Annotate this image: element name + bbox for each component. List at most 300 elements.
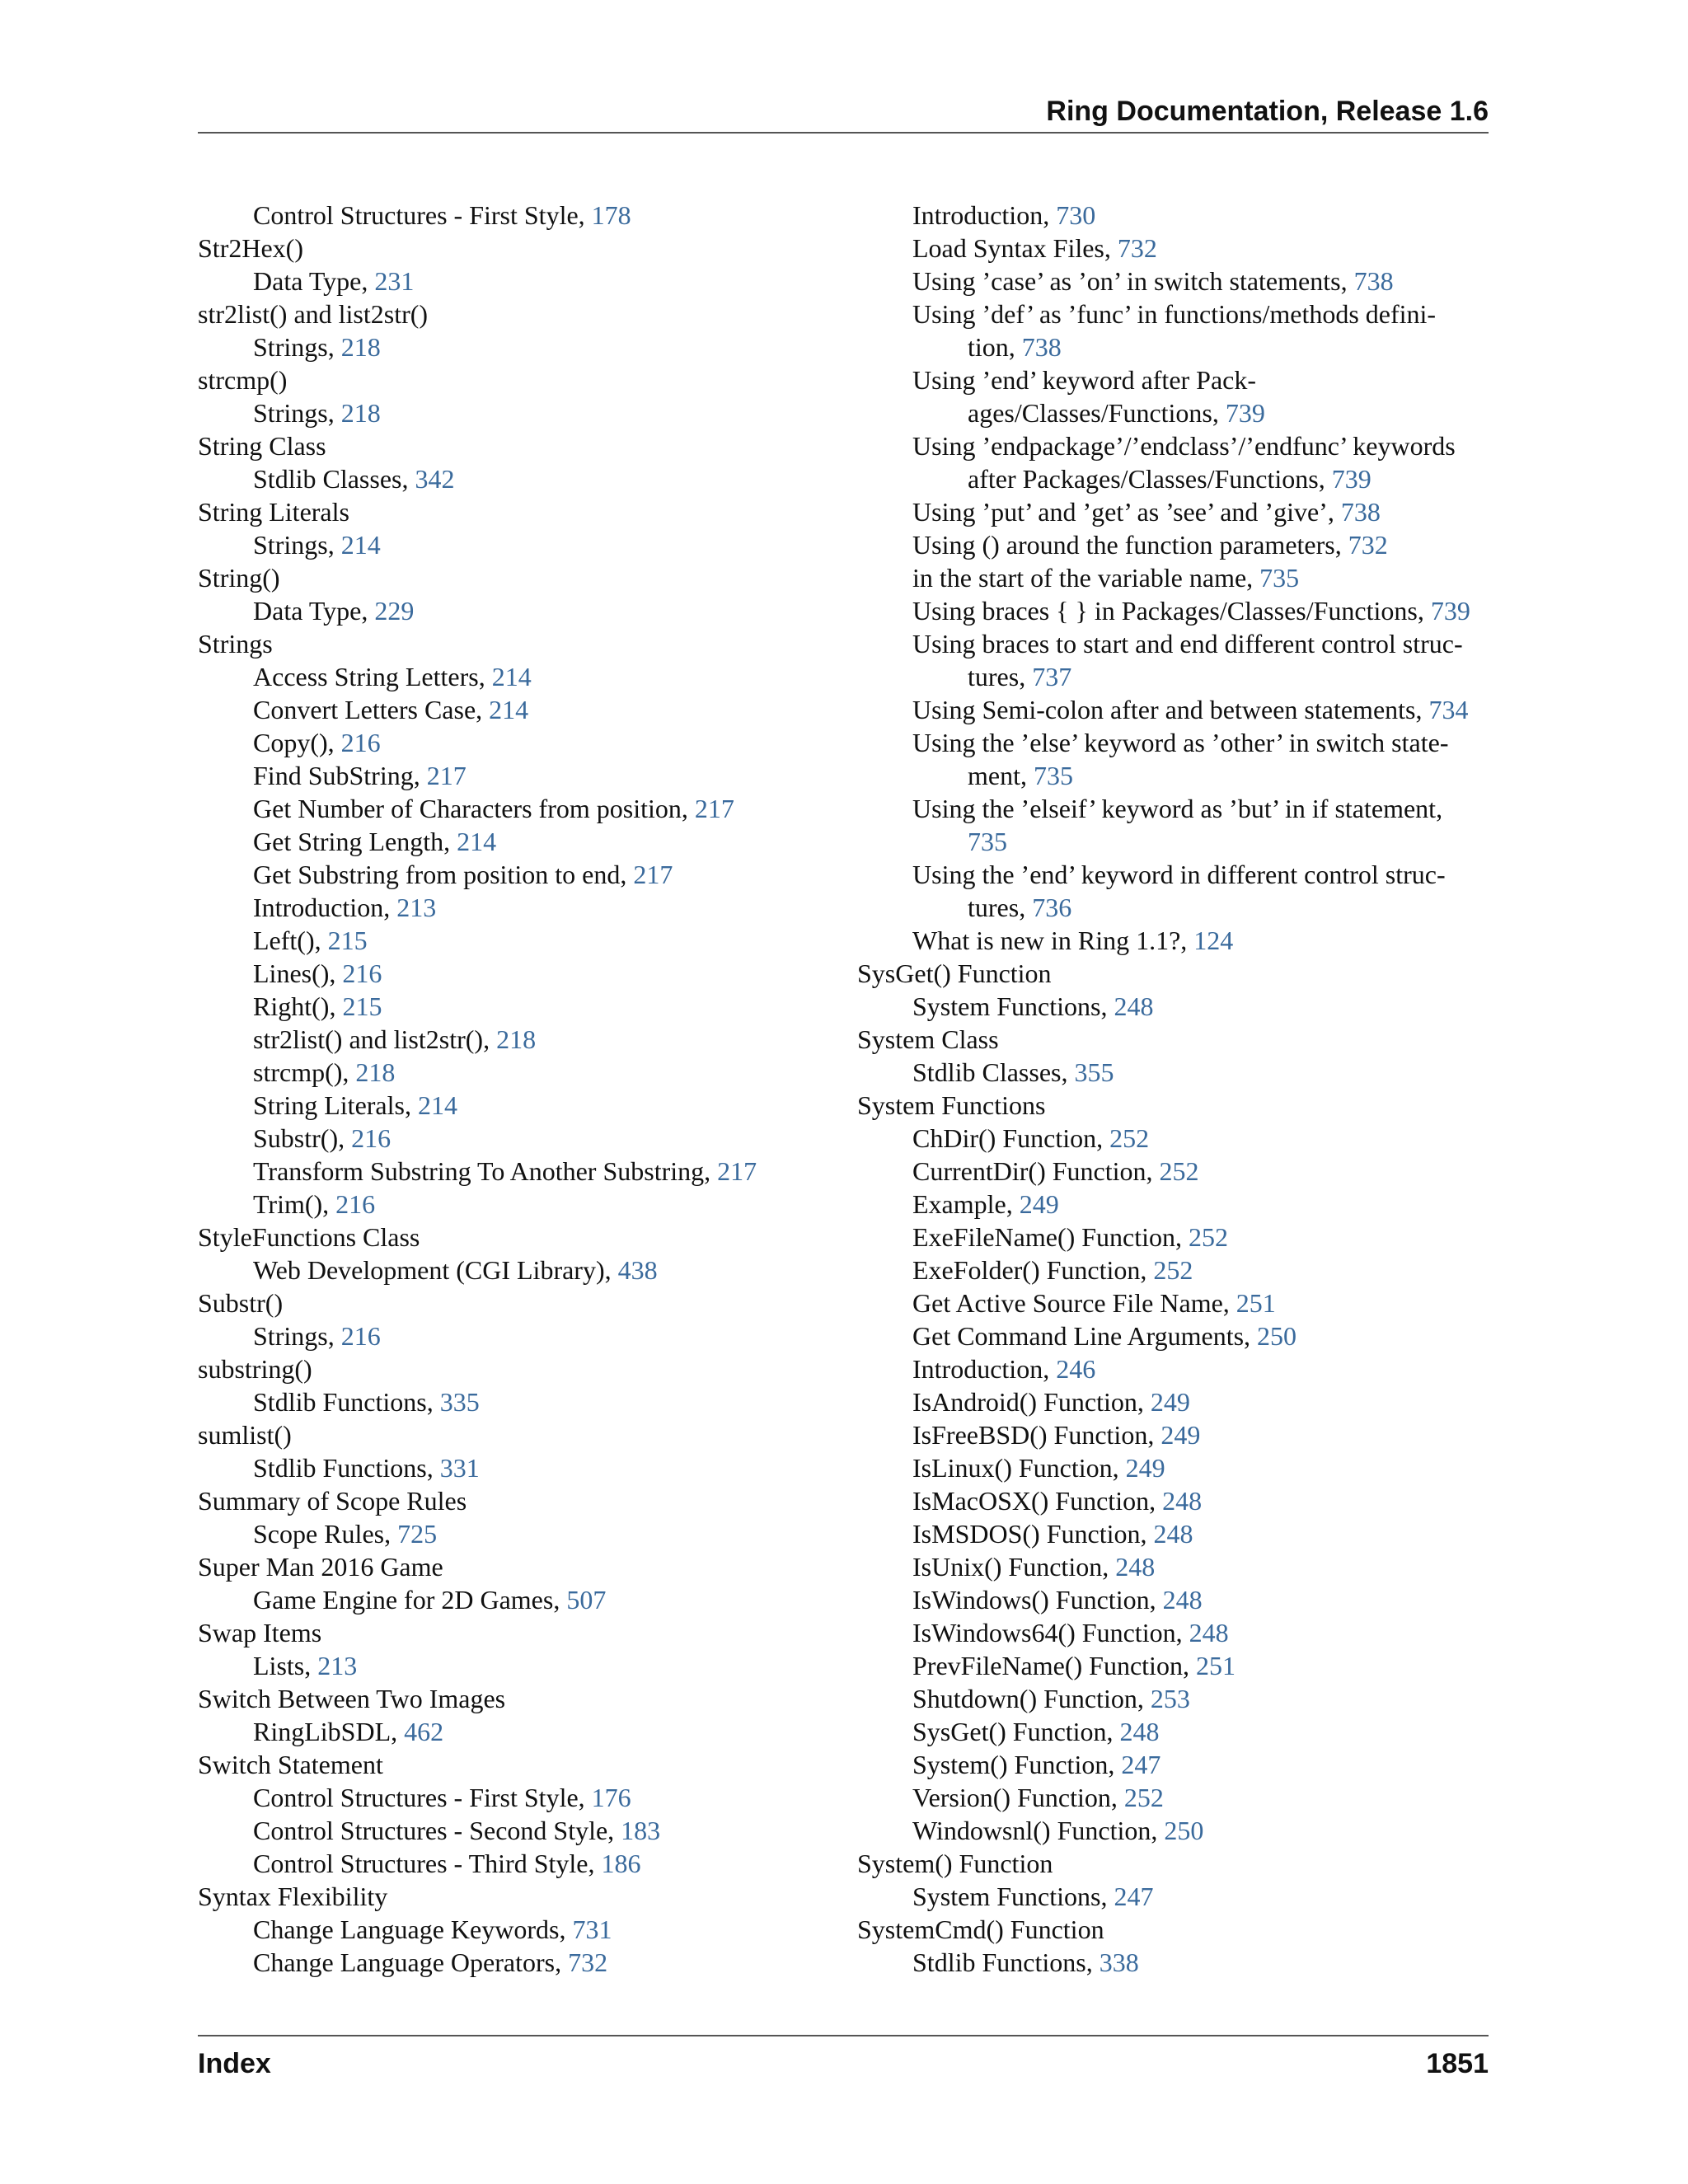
- page-reference-link[interactable]: 218: [340, 332, 381, 362]
- page-reference-link[interactable]: 250: [1257, 1321, 1297, 1351]
- index-subentry: [857, 792, 1489, 858]
- entry-label: IsAndroid() Function,: [912, 1387, 1151, 1417]
- page-reference-link[interactable]: 246: [1056, 1354, 1096, 1384]
- entry-label: Strings,: [253, 332, 341, 362]
- index-subentry: [198, 858, 824, 891]
- index-column-left: [198, 199, 824, 1979]
- page-reference-link[interactable]: 739: [1331, 464, 1372, 494]
- index-term: [198, 1616, 824, 1649]
- entry-label: Right(),: [253, 991, 343, 1021]
- page-reference-link[interactable]: 248: [1162, 1486, 1203, 1516]
- entry-label: Syntax Flexibility: [198, 1882, 388, 1911]
- entry-continuation: [912, 660, 1489, 693]
- page-reference-link[interactable]: 217: [694, 794, 734, 823]
- entry-label: IsMacOSX() Function,: [912, 1486, 1163, 1516]
- index-subentry: [857, 1814, 1489, 1847]
- page-reference-link[interactable]: 186: [601, 1849, 641, 1878]
- entry-label: System Functions,: [912, 991, 1114, 1021]
- index-subentry: [198, 199, 824, 232]
- page-reference-link[interactable]: 735: [1259, 563, 1300, 593]
- document-title: Ring Documentation, Release 1.6: [1046, 96, 1489, 127]
- entry-label: StyleFunctions Class: [198, 1222, 420, 1252]
- page-reference-link[interactable]: 216: [351, 1123, 392, 1153]
- page-reference-link[interactable]: 249: [1019, 1189, 1059, 1219]
- entry-label: Introduction,: [912, 1354, 1057, 1384]
- entry-label: Using ’put’ and ’get’ as ’see’ and ’give’,: [912, 497, 1341, 527]
- index-subentry: [857, 363, 1489, 429]
- index-subentry: [857, 232, 1489, 265]
- entry-label: System Functions: [857, 1090, 1046, 1120]
- index-subentry: [198, 1946, 824, 1979]
- entry-label: Summary of Scope Rules: [198, 1486, 467, 1516]
- index-subentry: [857, 1056, 1489, 1089]
- entry-label: Scope Rules,: [253, 1519, 398, 1549]
- index-subentry: [857, 199, 1489, 232]
- page-reference-link[interactable]: 215: [342, 991, 382, 1021]
- index-subentry: [857, 1188, 1489, 1221]
- entry-label: IsUnix() Function,: [912, 1552, 1116, 1582]
- index-term: [198, 1748, 824, 1781]
- entry-label: SystemCmd() Function: [857, 1915, 1104, 1944]
- entry-label: ChDir() Function,: [912, 1123, 1110, 1153]
- entry-label: Strings: [198, 629, 273, 658]
- index-term: [857, 1847, 1489, 1880]
- entry-label: Trim(),: [253, 1189, 336, 1219]
- page-reference-link[interactable]: 214: [417, 1090, 457, 1120]
- index-subentry: [198, 1188, 824, 1221]
- entry-label: str2list() and list2str(): [198, 299, 429, 329]
- index-subentry: [198, 1451, 824, 1484]
- index-term: [198, 363, 824, 396]
- page-reference-link[interactable]: 214: [457, 827, 497, 856]
- entry-label: Windowsnl() Function,: [912, 1816, 1165, 1845]
- page-reference-link[interactable]: 124: [1193, 926, 1234, 955]
- page-reference-link[interactable]: 248: [1114, 991, 1154, 1021]
- index-subentry: [198, 792, 824, 825]
- entry-label: Strings,: [253, 1321, 341, 1351]
- index-subentry: [857, 627, 1489, 693]
- entry-label: Data Type,: [253, 596, 375, 626]
- page-reference-link[interactable]: 214: [340, 530, 381, 560]
- index-term: [198, 232, 824, 265]
- entry-label: Game Engine for 2D Games,: [253, 1585, 567, 1615]
- entry-label: ExeFileName() Function,: [912, 1222, 1189, 1252]
- index-subentry: [857, 1286, 1489, 1319]
- index-subentry: [198, 1715, 824, 1748]
- index-subentry: [198, 1254, 824, 1286]
- page-reference-link[interactable]: 218: [355, 1057, 396, 1087]
- index-columns: [198, 199, 1489, 1995]
- index-term: [198, 495, 824, 528]
- entry-label: Using the ’else’ keyword as ’other’ in switch state-: [912, 728, 1449, 757]
- entry-label: PrevFileName() Function,: [912, 1651, 1196, 1680]
- page-reference-link[interactable]: 216: [340, 728, 381, 757]
- page-reference-link[interactable]: 507: [566, 1585, 607, 1615]
- index-subentry: [857, 561, 1489, 594]
- entry-label: Change Language Keywords,: [253, 1915, 573, 1944]
- index-subentry: [198, 1781, 824, 1814]
- entry-continuation-text: after Packages/Classes/Functions,: [968, 464, 1332, 494]
- page-reference-link[interactable]: 252: [1189, 1222, 1229, 1252]
- page-reference-link[interactable]: 252: [1153, 1255, 1193, 1285]
- index-subentry: [198, 660, 824, 693]
- index-subentry: [857, 858, 1489, 924]
- page-reference-link[interactable]: 183: [621, 1816, 661, 1845]
- index-subentry: [857, 1319, 1489, 1352]
- index-subentry: [198, 1649, 824, 1682]
- entry-label: String Class: [198, 431, 326, 461]
- page-reference-link[interactable]: 738: [1021, 332, 1062, 362]
- index-subentry: [857, 1451, 1489, 1484]
- index-subentry: [857, 265, 1489, 298]
- entry-label: Shutdown() Function,: [912, 1684, 1151, 1713]
- entry-label: Stdlib Classes,: [253, 464, 415, 494]
- index-subentry: [857, 1254, 1489, 1286]
- entry-label: strcmp(): [198, 365, 288, 395]
- page-reference-link[interactable]: 438: [617, 1255, 658, 1285]
- page-reference-link[interactable]: 252: [1109, 1123, 1150, 1153]
- entry-label: Get Number of Characters from position,: [253, 794, 695, 823]
- page-reference-link[interactable]: 250: [1164, 1816, 1204, 1845]
- page-reference-link[interactable]: 247: [1121, 1750, 1161, 1779]
- page-reference-link[interactable]: 335: [439, 1387, 480, 1417]
- entry-label: String Literals,: [253, 1090, 418, 1120]
- entry-label: Control Structures - Second Style,: [253, 1816, 621, 1845]
- index-subentry: [857, 1385, 1489, 1418]
- page-reference-link[interactable]: 248: [1115, 1552, 1156, 1582]
- entry-label: Get Substring from position to end,: [253, 860, 634, 889]
- entry-label: Using braces { } in Packages/Classes/Functions,: [912, 596, 1431, 626]
- page-reference-link[interactable]: 178: [591, 200, 631, 230]
- index-subentry: [857, 594, 1489, 627]
- entry-label: sumlist(): [198, 1420, 292, 1450]
- entry-label: IsFreeBSD() Function,: [912, 1420, 1161, 1450]
- page-reference-link[interactable]: 737: [1032, 662, 1072, 691]
- index-subentry: [857, 1418, 1489, 1451]
- entry-continuation: [912, 396, 1489, 429]
- page-reference-link[interactable]: 739: [1225, 398, 1265, 428]
- page-reference-link[interactable]: 217: [717, 1156, 757, 1186]
- entry-label: System Functions,: [912, 1882, 1114, 1911]
- entry-label: Convert Letters Case,: [253, 695, 490, 724]
- index-subentry: [857, 1682, 1489, 1715]
- page-reference-link[interactable]: 731: [572, 1915, 612, 1944]
- entry-label: Get String Length,: [253, 827, 457, 856]
- index-subentry: [198, 396, 824, 429]
- entry-label: Transform Substring To Another Substring,: [253, 1156, 718, 1186]
- page-reference-link[interactable]: 253: [1150, 1684, 1190, 1713]
- index-column-right: [857, 199, 1489, 1979]
- entry-label: Str2Hex(): [198, 233, 303, 263]
- page-reference-link[interactable]: 739: [1430, 596, 1470, 626]
- entry-continuation-text: ages/Classes/Functions,: [968, 398, 1226, 428]
- index-subentry: [857, 1649, 1489, 1682]
- index-subentry: [198, 1319, 824, 1352]
- entry-label: IsWindows() Function,: [912, 1585, 1163, 1615]
- entry-label: Using ’case’ as ’on’ in switch statements,: [912, 266, 1354, 296]
- index-subentry: [857, 495, 1489, 528]
- entry-label: Switch Between Two Images: [198, 1684, 506, 1713]
- index-subentry: [857, 1748, 1489, 1781]
- page-reference-link[interactable]: 176: [591, 1783, 631, 1812]
- entry-continuation: [912, 330, 1489, 363]
- entry-label: Stdlib Functions,: [912, 1947, 1100, 1977]
- page-reference-link[interactable]: 732: [1117, 233, 1157, 263]
- index-term: [198, 1352, 824, 1385]
- index-subentry: [857, 1122, 1489, 1155]
- page-header: [198, 91, 1489, 134]
- index-term: [857, 1089, 1489, 1122]
- page-reference-link[interactable]: 218: [496, 1024, 537, 1054]
- entry-label: Substr(): [198, 1288, 284, 1318]
- index-subentry: [857, 693, 1489, 726]
- entry-label: Strings,: [253, 530, 341, 560]
- index-subentry: [198, 265, 824, 298]
- entry-continuation-text: tures,: [968, 893, 1033, 922]
- page-reference-link[interactable]: 247: [1114, 1882, 1154, 1911]
- index-term: [198, 1484, 824, 1517]
- entry-label: Using ’end’ keyword after Pack-: [912, 365, 1257, 395]
- entry-label: System Class: [857, 1024, 999, 1054]
- index-term: [857, 1913, 1489, 1946]
- page-reference-link[interactable]: 248: [1162, 1585, 1203, 1615]
- entry-label: Data Type,: [253, 266, 375, 296]
- entry-label: Copy(),: [253, 728, 341, 757]
- page-reference-link[interactable]: 249: [1150, 1387, 1190, 1417]
- entry-label: IsMSDOS() Function,: [912, 1519, 1154, 1549]
- page-reference-link[interactable]: 248: [1119, 1717, 1160, 1746]
- entry-label: Version() Function,: [912, 1783, 1124, 1812]
- entry-label: Introduction,: [253, 893, 397, 922]
- entry-label: SysGet() Function,: [912, 1717, 1120, 1746]
- page-reference-link[interactable]: 734: [1428, 695, 1469, 724]
- index-subentry: [198, 462, 824, 495]
- entry-label: System() Function,: [912, 1750, 1122, 1779]
- entry-continuation: [912, 825, 1489, 858]
- page-reference-link[interactable]: 732: [1348, 530, 1388, 560]
- index-subentry: [198, 1517, 824, 1550]
- entry-label: Using ’endpackage’/’endclass’/’endfunc’ keywords: [912, 431, 1456, 461]
- index-term: [198, 298, 824, 330]
- index-subentry: [198, 1913, 824, 1946]
- index-subentry: [857, 1221, 1489, 1254]
- index-subentry: [857, 924, 1489, 957]
- entry-label: Using the ’elseif’ keyword as ’but’ in if statement,: [912, 794, 1443, 823]
- entry-label: Stdlib Functions,: [253, 1387, 440, 1417]
- entry-label: strcmp(),: [253, 1057, 356, 1087]
- page-reference-link[interactable]: 331: [439, 1453, 480, 1483]
- index-subentry: [198, 1847, 824, 1880]
- index-subentry: [198, 1089, 824, 1122]
- page-reference-link[interactable]: 735: [1033, 761, 1073, 790]
- index-subentry: [857, 298, 1489, 363]
- page-reference-link[interactable]: 231: [374, 266, 415, 296]
- entry-label: CurrentDir() Function,: [912, 1156, 1160, 1186]
- page-reference-link[interactable]: 214: [489, 695, 529, 724]
- entry-label: IsWindows64() Function,: [912, 1618, 1189, 1647]
- index-term: [198, 1221, 824, 1254]
- entry-label: IsLinux() Function,: [912, 1453, 1126, 1483]
- entry-label: Get Active Source File Name,: [912, 1288, 1236, 1318]
- page-reference-link[interactable]: 252: [1123, 1783, 1164, 1812]
- entry-label: in the start of the variable name,: [912, 563, 1260, 593]
- page-reference-link[interactable]: 214: [491, 662, 532, 691]
- index-subentry: [198, 1814, 824, 1847]
- index-subentry: [198, 1583, 824, 1616]
- page-reference-link[interactable]: 216: [342, 958, 382, 988]
- entry-label: Swap Items: [198, 1618, 322, 1647]
- page-reference-link[interactable]: 215: [327, 926, 368, 955]
- entry-continuation: [912, 891, 1489, 924]
- entry-label: Using ’def’ as ’func’ in functions/methods defini-: [912, 299, 1437, 329]
- index-subentry: [198, 528, 824, 561]
- page-reference-link[interactable]: 730: [1056, 200, 1096, 230]
- entry-continuation-text: ment,: [968, 761, 1034, 790]
- index-subentry: [198, 924, 824, 957]
- index-subentry: [857, 528, 1489, 561]
- index-subentry: [857, 1352, 1489, 1385]
- entry-label: Control Structures - First Style,: [253, 1783, 592, 1812]
- index-subentry: [857, 1517, 1489, 1550]
- index-subentry: [857, 1550, 1489, 1583]
- entry-label: Lists,: [253, 1651, 318, 1680]
- page-reference-link[interactable]: 249: [1160, 1420, 1201, 1450]
- index-subentry: [857, 1616, 1489, 1649]
- index-subentry: [198, 1385, 824, 1418]
- entry-label: Switch Statement: [198, 1750, 383, 1779]
- page-reference-link[interactable]: 213: [317, 1651, 358, 1680]
- entry-label: Strings,: [253, 398, 341, 428]
- page-reference-link[interactable]: 229: [374, 596, 415, 626]
- index-term: [198, 1880, 824, 1913]
- entry-continuation-text: tures,: [968, 662, 1033, 691]
- index-term: [198, 561, 824, 594]
- entry-label: Web Development (CGI Library),: [253, 1255, 618, 1285]
- index-subentry: [198, 1023, 824, 1056]
- page-reference-link[interactable]: 342: [415, 464, 455, 494]
- index-subentry: [857, 429, 1489, 495]
- index-term: [198, 627, 824, 660]
- page-reference-link[interactable]: 355: [1074, 1057, 1114, 1087]
- index-subentry: [857, 1155, 1489, 1188]
- page-reference-link[interactable]: 725: [397, 1519, 438, 1549]
- page-reference-link[interactable]: 218: [340, 398, 381, 428]
- entry-label: Load Syntax Files,: [912, 233, 1118, 263]
- page-reference-link[interactable]: 248: [1153, 1519, 1193, 1549]
- entry-label: Using the ’end’ keyword in different control struc-: [912, 860, 1446, 889]
- entry-label: Get Command Line Arguments,: [912, 1321, 1258, 1351]
- entry-label: Introduction,: [912, 200, 1057, 230]
- index-subentry: [198, 1056, 824, 1089]
- page-reference-link[interactable]: 249: [1125, 1453, 1165, 1483]
- index-subentry: [857, 1715, 1489, 1748]
- index-subentry: [198, 891, 824, 924]
- page-reference-link[interactable]: 216: [335, 1189, 376, 1219]
- entry-label: SysGet() Function: [857, 958, 1052, 988]
- entry-label: String(): [198, 563, 280, 593]
- entry-label: Control Structures - First Style,: [253, 200, 592, 230]
- index-subentry: [198, 726, 824, 759]
- entry-label: Using () around the function parameters,: [912, 530, 1348, 560]
- index-subentry: [198, 825, 824, 858]
- index-subentry: [857, 1484, 1489, 1517]
- entry-label: Using braces to start and end different control struc-: [912, 629, 1463, 658]
- page-reference-link[interactable]: 338: [1099, 1947, 1139, 1977]
- entry-label: Super Man 2016 Game: [198, 1552, 443, 1582]
- entry-label: System() Function: [857, 1849, 1053, 1878]
- page-reference-link[interactable]: 213: [396, 893, 437, 922]
- index-subentry: [857, 990, 1489, 1023]
- index-subentry: [857, 1583, 1489, 1616]
- page-reference-link[interactable]: 251: [1195, 1651, 1236, 1680]
- index-subentry: [198, 330, 824, 363]
- page-reference-link[interactable]: 248: [1189, 1618, 1229, 1647]
- index-term: [198, 429, 824, 462]
- entry-label: Change Language Operators,: [253, 1947, 569, 1977]
- index-subentry: [198, 1122, 824, 1155]
- index-term: [857, 957, 1489, 990]
- entry-label: Stdlib Functions,: [253, 1453, 440, 1483]
- entry-label: What is new in Ring 1.1?,: [912, 926, 1194, 955]
- entry-continuation: [912, 462, 1489, 495]
- page-reference-link[interactable]: 732: [568, 1947, 608, 1977]
- index-subentry: [198, 957, 824, 990]
- page-reference-link[interactable]: 738: [1340, 497, 1381, 527]
- index-subentry: [857, 1880, 1489, 1913]
- index-subentry: [198, 594, 824, 627]
- footer-page-number: 1851: [1426, 2048, 1489, 2079]
- entry-label: RingLibSDL,: [253, 1717, 405, 1746]
- page-reference-link[interactable]: 217: [426, 761, 467, 790]
- entry-label: str2list() and list2str(),: [253, 1024, 497, 1054]
- entry-label: Find SubString,: [253, 761, 427, 790]
- entry-label: Example,: [912, 1189, 1020, 1219]
- index-subentry: [198, 1155, 824, 1188]
- page-reference-link[interactable]: 736: [1032, 893, 1072, 922]
- page-reference-link[interactable]: 738: [1353, 266, 1394, 296]
- entry-label: Substr(),: [253, 1123, 352, 1153]
- entry-continuation-text: tion,: [968, 332, 1022, 362]
- index-subentry: [198, 693, 824, 726]
- entry-label: ExeFolder() Function,: [912, 1255, 1154, 1285]
- entry-label: Lines(),: [253, 958, 343, 988]
- entry-label: Using Semi-colon after and between statements,: [912, 695, 1429, 724]
- page-reference-link[interactable]: 462: [404, 1717, 444, 1746]
- index-term: [198, 1418, 824, 1451]
- page-reference-link[interactable]: 735: [968, 827, 1007, 856]
- index-subentry: [198, 759, 824, 792]
- entry-continuation: [912, 759, 1489, 792]
- index-subentry: [857, 1946, 1489, 1979]
- index-term: [198, 1682, 824, 1715]
- index-term: [857, 1023, 1489, 1056]
- index-subentry: [857, 1781, 1489, 1814]
- entry-label: Control Structures - Third Style,: [253, 1849, 602, 1878]
- index-subentry: [857, 726, 1489, 792]
- entry-label: String Literals: [198, 497, 349, 527]
- index-subentry: [198, 990, 824, 1023]
- entry-label: Access String Letters,: [253, 662, 492, 691]
- page-reference-link[interactable]: 217: [633, 860, 673, 889]
- index-term: [198, 1286, 824, 1319]
- index-term: [198, 1550, 824, 1583]
- entry-label: Left(),: [253, 926, 328, 955]
- page-reference-link[interactable]: 252: [1159, 1156, 1199, 1186]
- page-reference-link[interactable]: 216: [340, 1321, 381, 1351]
- page-footer: [198, 2035, 1489, 2086]
- entry-label: substring(): [198, 1354, 312, 1384]
- page-reference-link[interactable]: 251: [1236, 1288, 1276, 1318]
